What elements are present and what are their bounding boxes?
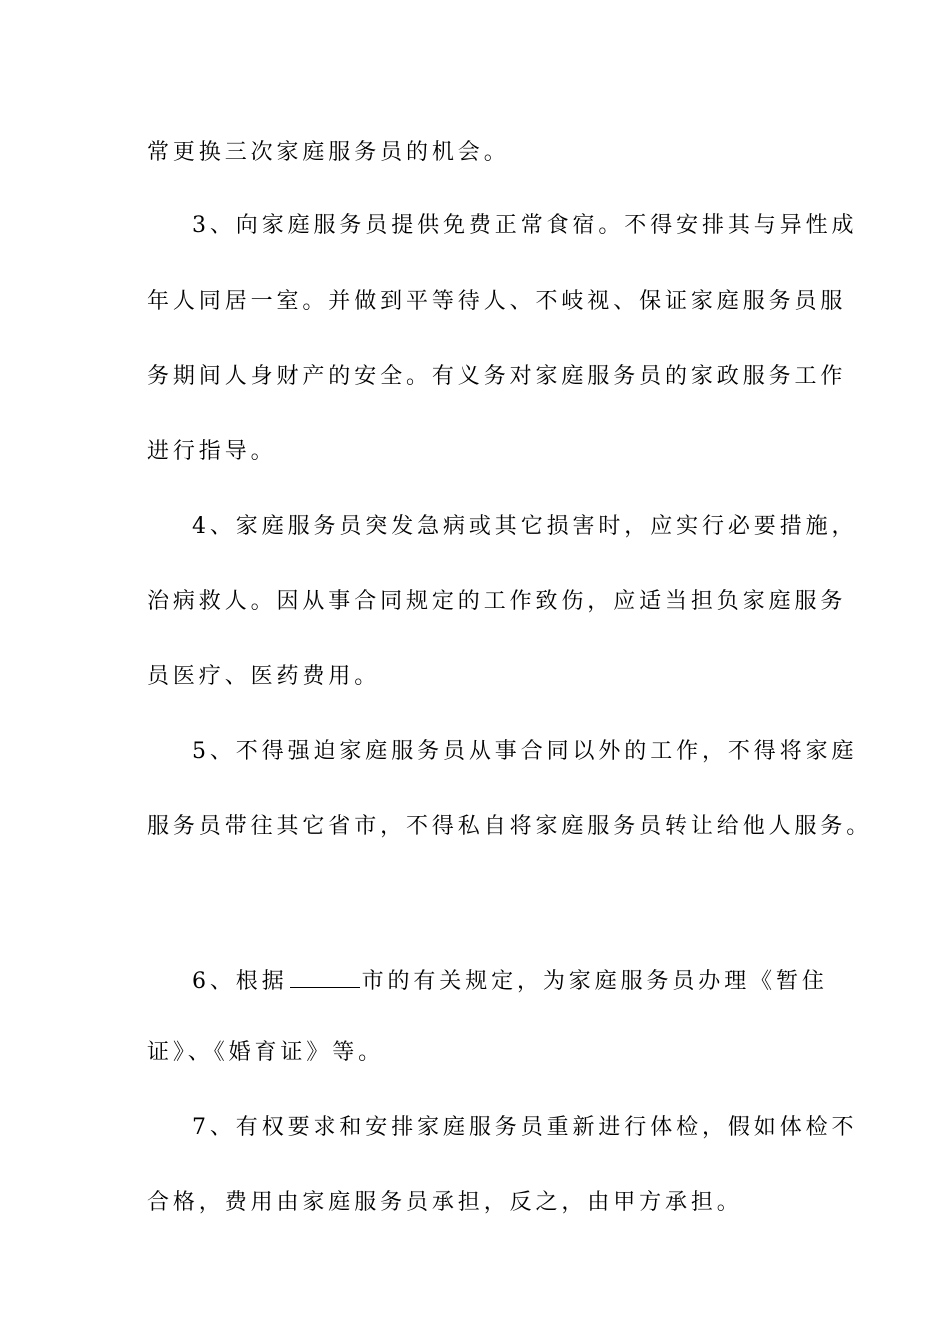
fill-in-blank: [290, 967, 360, 988]
text-line: 常更换三次家庭服务员的机会。: [147, 140, 510, 165]
paragraph-6-prefix: 6、根据: [192, 969, 288, 994]
paragraph-3-line-3: 务期间人身财产的安全。有义务对家庭服务员的家政服务工作: [147, 364, 847, 389]
paragraph-5-line-2: 服务员带往其它省市，不得私自将家庭服务员转让给他人服务。: [147, 814, 873, 839]
paragraph-3-line-4: 进行指导。: [147, 439, 277, 464]
paragraph-7-line-1: 7、有权要求和安排家庭服务员重新进行体检，假如体检不: [192, 1115, 858, 1140]
paragraph-4-line-2: 治病救人。因从事合同规定的工作致伤，应适当担负家庭服务: [147, 589, 847, 614]
paragraph-4-line-3: 员医疗、医药费用。: [147, 664, 381, 689]
paragraph-5-line-1: 5、不得强迫家庭服务员从事合同以外的工作，不得将家庭: [192, 739, 858, 764]
paragraph-6-line-2: 证》、《婚育证》等。: [147, 1040, 385, 1065]
paragraph-6-suffix: 市的有关规定，为家庭服务员办理《暂住: [361, 969, 828, 994]
paragraph-6-line-1: [192, 967, 828, 993]
paragraph-3-line-1: 3、向家庭服务员提供免费正常食宿。不得安排其与异性成: [192, 213, 858, 238]
paragraph-3-line-2: 年人同居一室。并做到平等待人、不岐视、保证家庭服务员服: [147, 289, 847, 314]
paragraph-4-line-1: 4、家庭服务员突发急病或其它损害时，应实行必要措施，: [192, 514, 858, 539]
paragraph-7-line-2: 合格，费用由家庭服务员承担，反之，由甲方承担。: [147, 1190, 743, 1215]
